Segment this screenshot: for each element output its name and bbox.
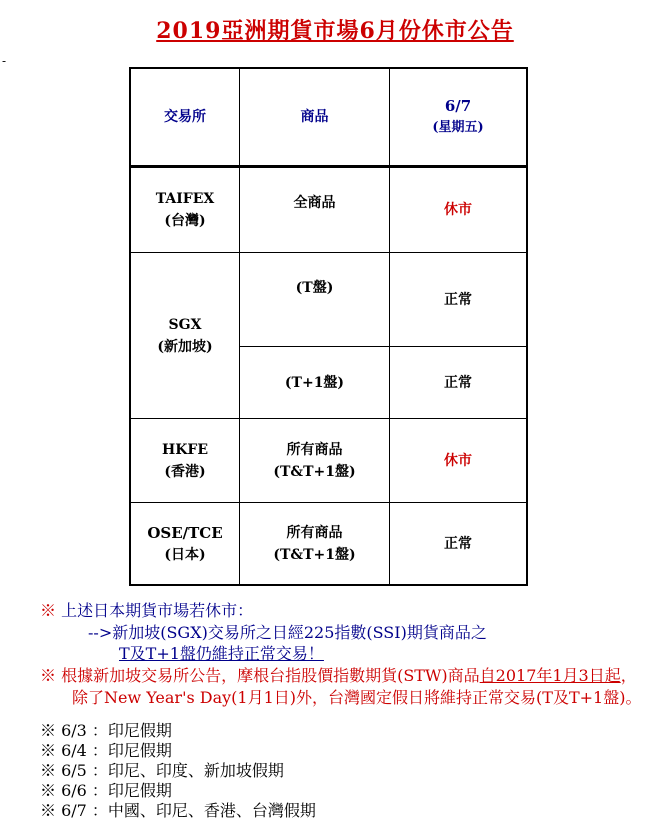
product-label: 全商品 xyxy=(293,195,336,211)
note-japan-line2: -->新加坡(SGX)交易所之日經225指數(SSI)期貨商品之 xyxy=(88,623,487,642)
exchange-region: (日本) xyxy=(164,546,206,563)
product-cell xyxy=(240,253,389,323)
product-sub-label: (T&T+1盤) xyxy=(273,546,356,563)
product-label: (T+1盤) xyxy=(284,374,345,391)
exchange-cell-sgx xyxy=(131,253,239,418)
exchange-cell-hkfe xyxy=(131,419,239,502)
note-sgx-part-c: ， xyxy=(620,666,637,685)
exchange-region: (台灣) xyxy=(164,213,206,229)
holiday-table xyxy=(129,67,528,586)
holiday-item: ※ 6/6 ：印尼假期 xyxy=(40,781,172,800)
exchange-cell-ose xyxy=(131,503,239,584)
status-cell xyxy=(390,168,526,252)
status-label: 正常 xyxy=(444,374,472,391)
holiday-item: ※ 6/5 ：印尼、印度、新加坡假期 xyxy=(40,761,284,780)
product-label: 所有商品 xyxy=(286,441,343,458)
holiday-item: ※ 6/7 ：中國、印尼、香港、台灣假期 xyxy=(40,801,316,820)
status-cell xyxy=(390,419,526,502)
header-exchange-label: 交易所 xyxy=(164,109,206,125)
status-cell xyxy=(390,503,526,584)
status-label: 休市 xyxy=(444,452,472,469)
product-cell xyxy=(240,419,389,502)
note-mark: ※ xyxy=(40,601,62,620)
exchange-region: (香港) xyxy=(164,463,206,480)
note-sgx-part-b: 自2017年1月3日起 xyxy=(479,666,621,685)
note-sgx-part-a: ※ 根據新加坡交易所公告，摩根台指股價指數期貨(STW)商品 xyxy=(40,666,480,685)
note-sgx xyxy=(40,666,637,686)
page-title: 2019亞洲期貨市場6月份休市公告 xyxy=(156,18,514,44)
header-date xyxy=(390,69,526,165)
note-japan-line3: T及T+1盤仍維持正常交易！ xyxy=(119,644,324,663)
exchange-name: HKFE xyxy=(161,441,208,458)
header-exchange xyxy=(131,69,239,165)
holiday-item: ※ 6/4 ：印尼假期 xyxy=(40,741,172,760)
header-product-label: 商品 xyxy=(300,109,329,125)
status-cell xyxy=(390,347,526,418)
product-label: (T盤) xyxy=(295,280,334,296)
exchange-name: SGX xyxy=(168,316,202,333)
note-japan xyxy=(40,601,253,621)
exchange-region: (新加坡) xyxy=(157,338,213,355)
status-label: 正常 xyxy=(444,291,472,308)
note-japan-line1: 上述日本期貨市場若休市： xyxy=(61,601,254,620)
exchange-cell-taifex xyxy=(131,168,239,252)
header-date-label: 6/7 xyxy=(444,97,472,115)
note-sgx-line2: 除了New Year's Day(1月1日)外，台灣國定假日將維持正常交易(T及T+1盤)。 xyxy=(72,688,642,707)
product-sub-label: (T&T+1盤) xyxy=(273,463,356,480)
margin-mark: - xyxy=(2,54,7,68)
product-cell xyxy=(240,503,389,584)
header-weekday-label: (星期五) xyxy=(432,120,484,135)
exchange-name: OSE/TCE xyxy=(147,523,223,542)
status-label: 正常 xyxy=(444,535,472,552)
header-product xyxy=(240,69,389,165)
product-cell xyxy=(240,347,389,418)
product-cell xyxy=(240,168,389,238)
status-label: 休市 xyxy=(444,202,472,218)
product-label: 所有商品 xyxy=(286,524,343,541)
exchange-name: TAIFEX xyxy=(155,191,215,207)
holiday-item: ※ 6/3 ：印尼假期 xyxy=(40,721,172,740)
status-cell xyxy=(390,253,526,346)
